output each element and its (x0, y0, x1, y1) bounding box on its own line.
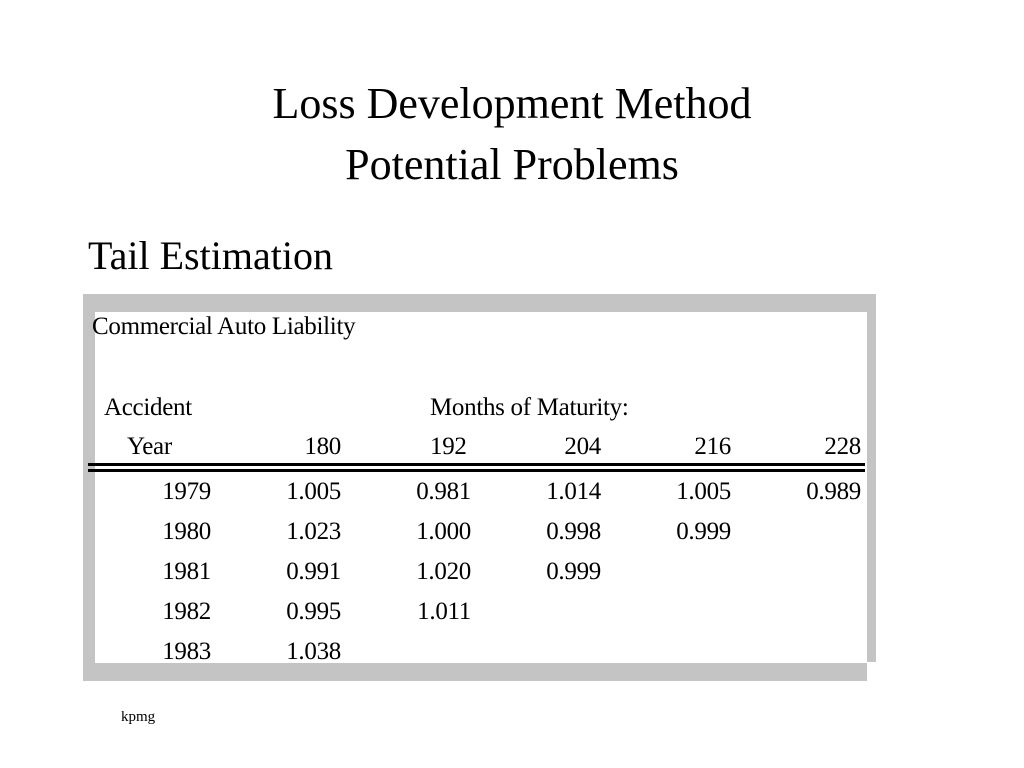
factor-cell: 0.999 (676, 518, 731, 545)
factor-cell: 1.023 (286, 518, 341, 545)
header-months-label: Months of Maturity: (430, 394, 629, 421)
factor-cell: 0.981 (416, 478, 471, 505)
header-month-192: 192 (430, 433, 467, 460)
factor-cell: 1.020 (416, 558, 471, 585)
row-year: 1979 (162, 478, 211, 505)
factor-cell: 0.995 (286, 598, 341, 625)
slide-title-line-1: Loss Development Method (272, 79, 752, 128)
header-month-204: 204 (564, 433, 601, 460)
table-caption: Commercial Auto Liability (92, 313, 356, 340)
footer-brand: kpmg (121, 709, 156, 725)
slide-title-line-2: Potential Problems (345, 140, 679, 189)
header-year: Year (127, 433, 172, 460)
header-accident: Accident (104, 394, 192, 421)
row-year: 1980 (162, 518, 211, 545)
header-month-216: 216 (694, 433, 731, 460)
factor-cell: 1.000 (416, 518, 471, 545)
factor-cell: 1.038 (286, 638, 341, 665)
factor-cell: 0.999 (546, 558, 601, 585)
factor-cell: 1.005 (676, 478, 731, 505)
factor-cell: 0.998 (546, 518, 601, 545)
factor-cell: 1.005 (286, 478, 341, 505)
factor-cell: 1.011 (417, 598, 471, 625)
section-heading: Tail Estimation (88, 233, 333, 278)
header-month-180: 180 (304, 433, 341, 460)
row-year: 1982 (162, 598, 211, 625)
factor-cell: 0.991 (286, 558, 341, 585)
header-month-228: 228 (824, 433, 861, 460)
header-rule-bottom (88, 469, 865, 472)
factor-cell: 1.014 (546, 478, 601, 505)
header-rule-top (88, 463, 865, 466)
row-year: 1981 (162, 558, 211, 585)
factor-cell: 0.989 (806, 478, 861, 505)
row-year: 1983 (162, 638, 211, 665)
